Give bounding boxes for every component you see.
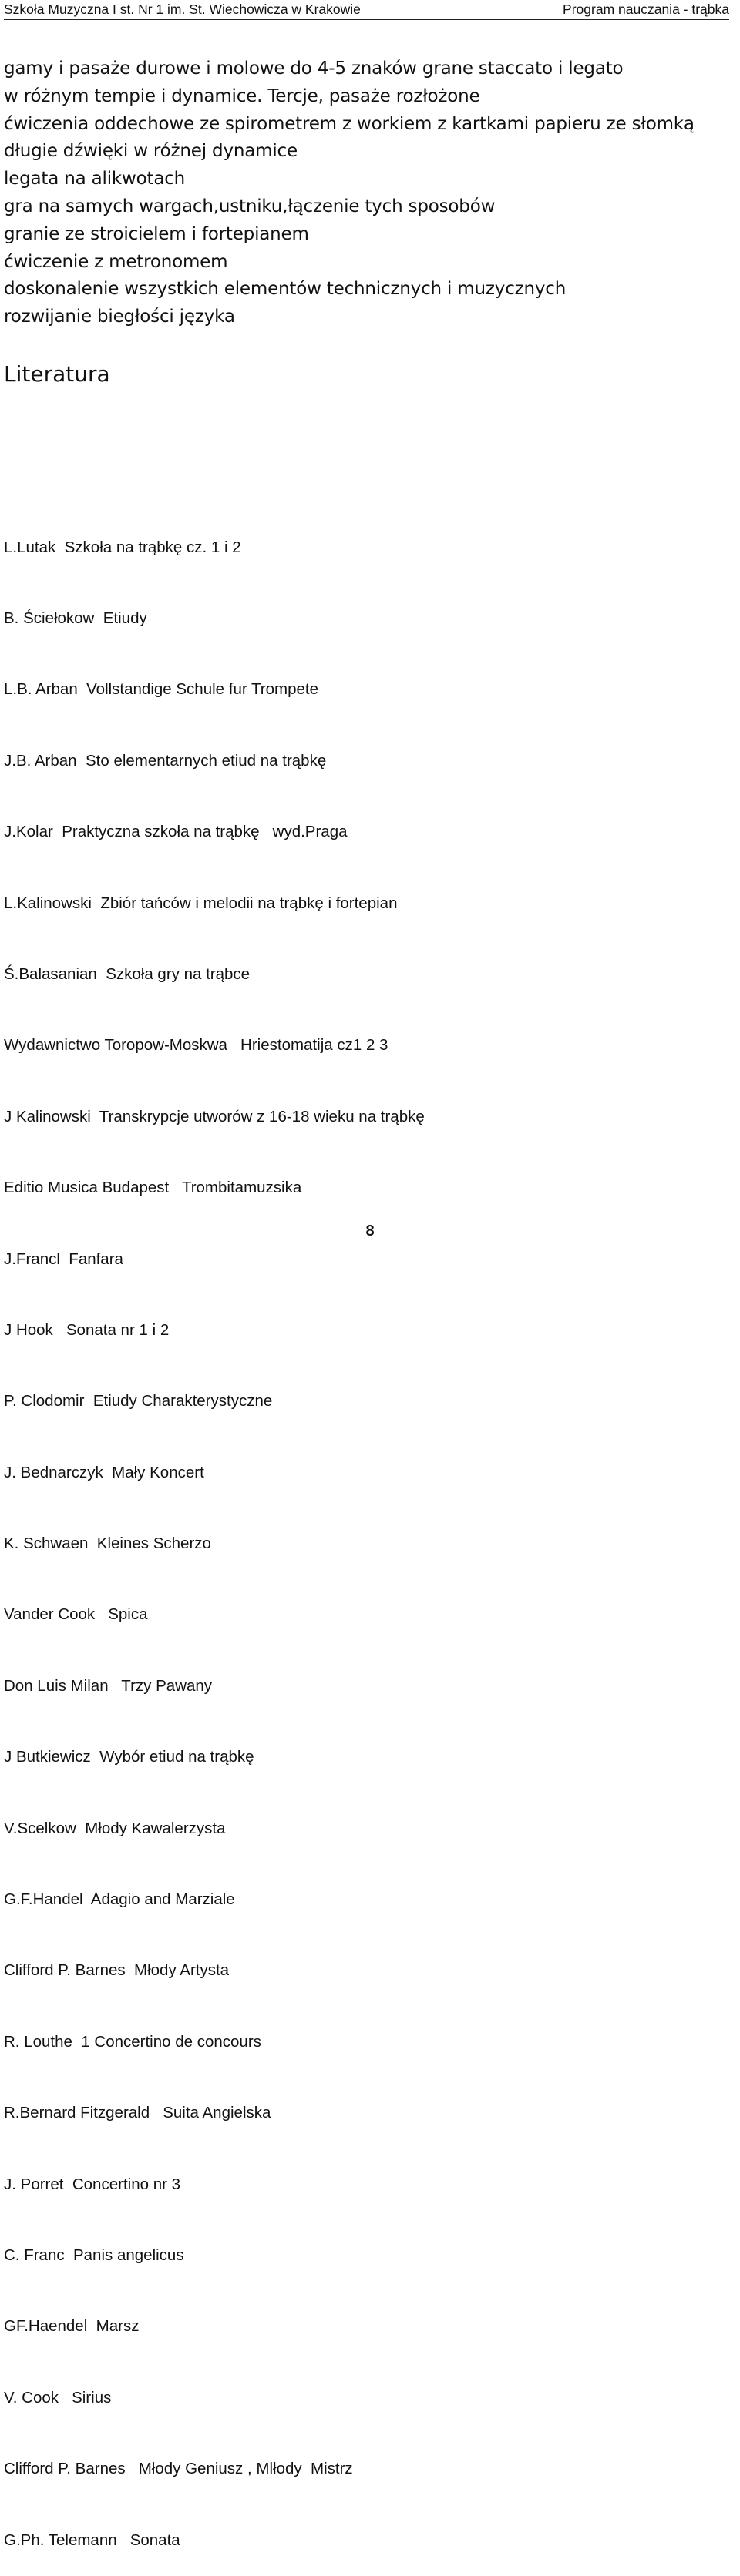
literature-item: Don Luis Milan Trzy Pawany (4, 1676, 213, 1695)
literature-item: L.Lutak Szkoła na trąbkę cz. 1 i 2 (4, 538, 241, 556)
page-header (4, 0, 729, 20)
literature-item: K. Schwaen Kleines Scherzo (4, 1535, 211, 1553)
literature-item: B. Ściełokow Etiudy (4, 609, 147, 627)
literature-list (4, 488, 425, 2576)
literature-item: R. Louthe 1 Concertino de concours (4, 2032, 261, 2051)
literature-item: C. Franc Panis angelicus (4, 2246, 184, 2264)
literature-item: J.Kolar Praktyczna szkoła na trąbkę wyd.Praga (4, 823, 348, 841)
literature-item: G.F.Handel Adagio and Marziale (4, 1890, 235, 1909)
page-number: 8 (365, 1223, 375, 1239)
exercise-list (4, 55, 695, 331)
header-program-title: Program nauczania - trąbka (563, 2, 729, 17)
exercise-line: ćwiczenia oddechowe ze spirometrem z workiem z kartkami papieru ze słomką (4, 113, 695, 134)
literature-item: L.Kalinowski Zbiór tańców i melodii na trąbkę i fortepian (4, 894, 398, 912)
exercise-line: granie ze stroicielem i fortepianem (4, 223, 309, 244)
literature-item: J.Francl Fanfara (4, 1249, 123, 1268)
exercise-line: legata na alikwotach (4, 169, 186, 190)
exercise-line: doskonalenie wszystkich elementów technicznych i muzycznych (4, 279, 567, 300)
literature-item: R.Bernard Fitzgerald Suita Angielska (4, 2104, 271, 2122)
exercise-line: rozwijanie biegłości języka (4, 307, 235, 327)
literature-item: L.B. Arban Vollstandige Schule fur Trompete (4, 680, 318, 699)
literature-item: P. Clodomir Etiudy Charakterystyczne (4, 1392, 273, 1410)
exercise-line: ćwiczenie z metronomem (4, 251, 228, 272)
literature-item: G.Ph. Telemann Sonata (4, 2531, 180, 2549)
exercise-line: gra na samych wargach,ustniku,łączenie tych sposobów (4, 196, 496, 216)
literature-item: Clifford P. Barnes Młody Artysta (4, 1961, 230, 1980)
literature-item: Clifford P. Barnes Młody Geniusz , Mlłody Mistrz (4, 2460, 353, 2478)
literature-item: J Butkiewicz Wybór etiud na trąbkę (4, 1748, 254, 1766)
literature-item: V.Scelkow Młody Kawalerzysta (4, 1819, 226, 1837)
literature-item: GF.Haendel Marsz (4, 2317, 140, 2336)
literature-item: Wydawnictwo Toropow-Moskwa Hriestomatija cz1 2 3 (4, 1036, 388, 1055)
exercise-line: gamy i pasaże durowe i molowe do 4-5 znaków grane staccato i legato (4, 59, 624, 79)
literature-item: Ś.Balasanian Szkoła gry na trąbce (4, 964, 251, 983)
header-divider (4, 19, 729, 20)
literature-item: Vander Cook Spica (4, 1605, 148, 1624)
literature-item: J. Bednarczyk Mały Koncert (4, 1463, 204, 1481)
literature-item: V. Cook Sirius (4, 2388, 112, 2407)
literature-heading: Literatura (4, 361, 110, 387)
literature-item: J.B. Arban Sto elementarnych etiud na trąbkę (4, 751, 327, 770)
exercise-line: długie dźwięki w różnej dynamice (4, 141, 298, 162)
literature-item: Editio Musica Budapest Trombitamuzsika (4, 1179, 302, 1197)
literature-item: J. Porret Concertino nr 3 (4, 2175, 181, 2193)
literature-item: J Hook Sonata nr 1 i 2 (4, 1320, 170, 1339)
literature-item: J Kalinowski Transkrypcje utworów z 16-18 wieku na trąbkę (4, 1107, 425, 1125)
exercise-line: w różnym tempie i dynamice. Tercje, pasaże rozłożone (4, 86, 480, 106)
header-school-name: Szkoła Muzyczna I st. Nr 1 im. St. Wiechowicza w Krakowie (4, 2, 361, 17)
